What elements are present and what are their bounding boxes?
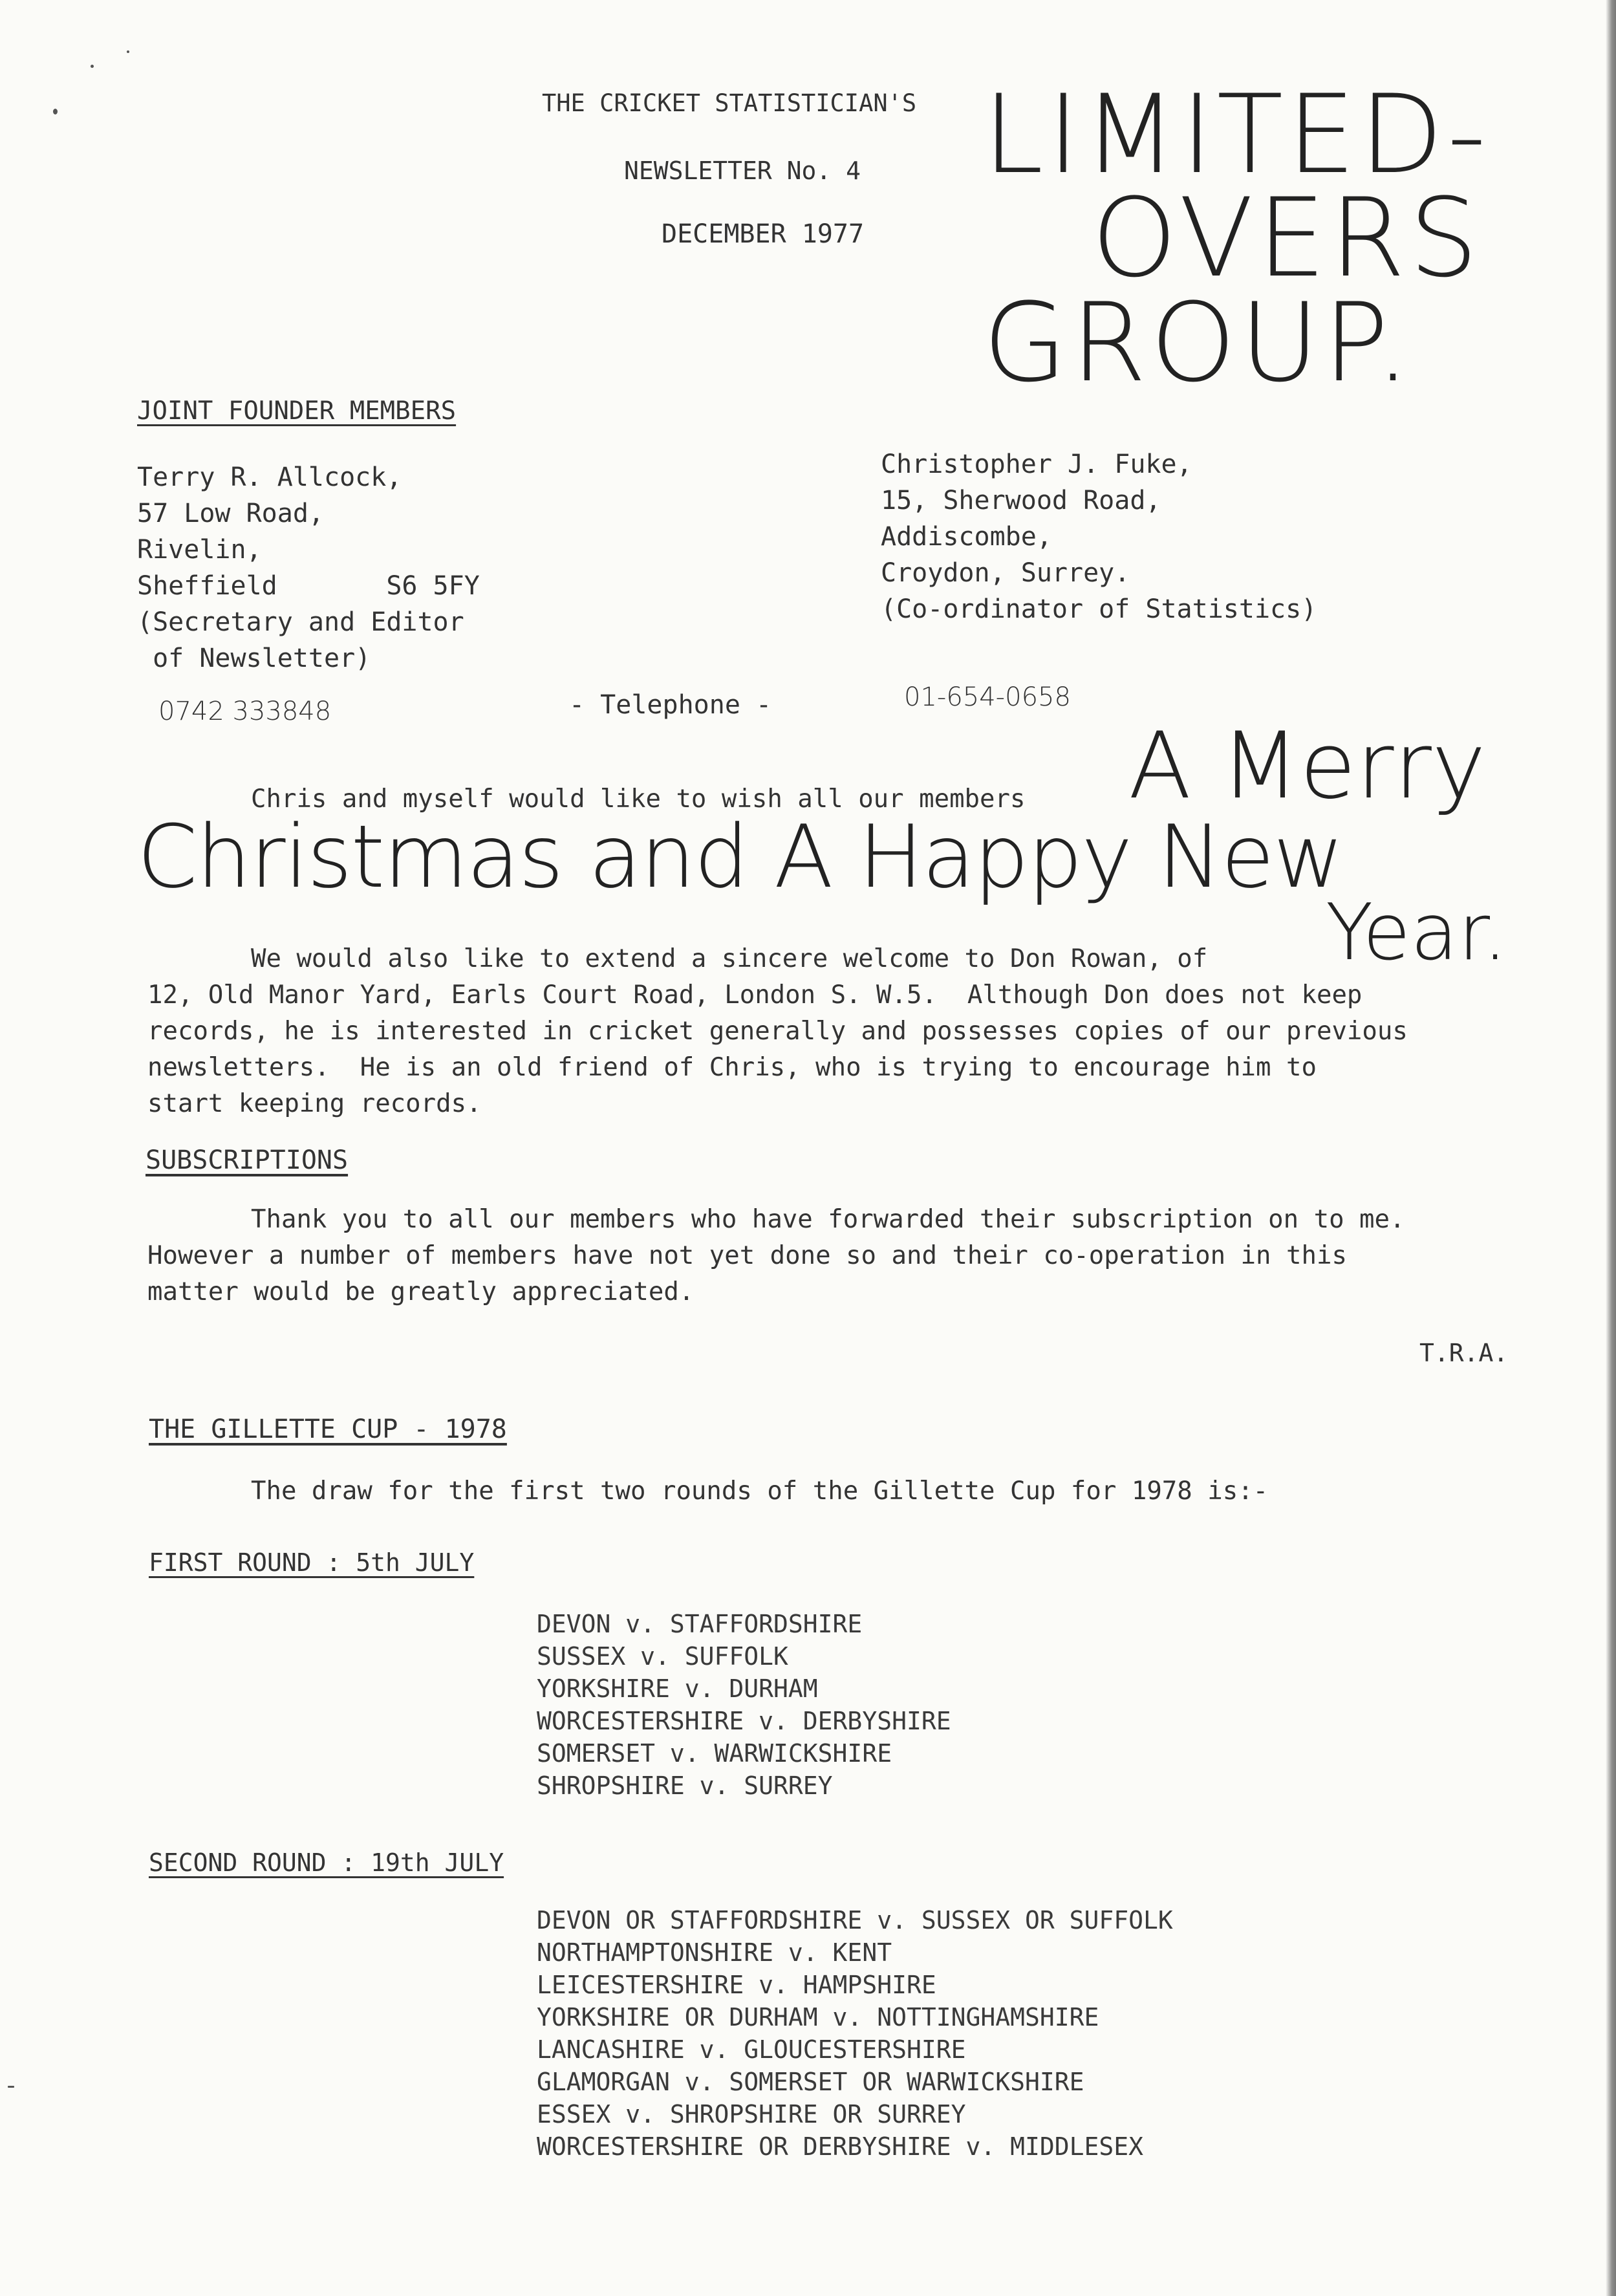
paragraph-line: newsletters. He is an old friend of Chris, who is trying to encourage him to: [147, 1053, 1317, 1082]
subscriptions-paragraph: [147, 1202, 1557, 1310]
fixture: WORCESTERSHIRE v. DERBYSHIRE: [537, 1707, 951, 1735]
fixture: YORKSHIRE v. DURHAM: [537, 1674, 818, 1703]
fixture: SUSSEX v. SUFFOLK: [537, 1642, 788, 1671]
gillette-heading: THE GILLETTE CUP - 1978: [149, 1414, 507, 1444]
signature-initials: T.R.A.: [1419, 1339, 1509, 1367]
address-line: Terry R. Allcock,: [137, 462, 402, 492]
address-line: Christopher J. Fuke,: [881, 449, 1192, 479]
logo-line-2: OVERS: [1092, 175, 1482, 301]
address-line: of Newsletter): [137, 644, 371, 673]
paragraph-line: We would also like to extend a sincere welcome to Don Rowan, of: [251, 944, 1208, 973]
first-round-heading: FIRST ROUND : 5th JULY: [149, 1548, 475, 1577]
fixture: ESSEX v. SHROPSHIRE OR SURREY: [537, 2100, 966, 2128]
fixture: DEVON v. STAFFORDSHIRE: [537, 1610, 863, 1638]
phone-left: 0742 333848: [158, 697, 332, 726]
fixture: LEICESTERSHIRE v. HAMPSHIRE: [537, 1971, 936, 1999]
founder-left-address: [137, 459, 480, 677]
address-line: 15, Sherwood Road,: [881, 486, 1161, 515]
phone-right: 01-654-0658: [904, 682, 1071, 712]
fixture: YORKSHIRE OR DURHAM v. NOTTINGHAMSHIRE: [537, 2003, 1099, 2031]
address-line: Sheffield S6 5FY: [137, 571, 480, 601]
header-line-2: NEWSLETTER No. 4: [624, 157, 861, 185]
greeting-lead: Chris and myself would like to wish all our members: [251, 785, 1026, 814]
founders-heading: JOINT FOUNDER MEMBERS: [137, 396, 457, 426]
paragraph-line: start keeping records.: [147, 1089, 482, 1118]
scan-speck: [8, 2086, 14, 2088]
header-line-1: THE CRICKET STATISTICIAN'S: [542, 89, 917, 117]
fixture: NORTHAMPTONSHIRE v. KENT: [537, 1938, 892, 1967]
paragraph-line: records, he is interested in cricket generally and possesses copies of our previous: [147, 1017, 1408, 1046]
address-line: Addiscombe,: [881, 522, 1052, 552]
logo-line-3: GROUP.: [983, 279, 1414, 406]
second-round-heading: SECOND ROUND : 19th JULY: [149, 1848, 504, 1877]
subscriptions-heading: SUBSCRIPTIONS: [145, 1145, 349, 1175]
logo-line-1: LIMITED-: [983, 71, 1491, 198]
phone-label: - Telephone -: [569, 690, 772, 720]
founder-right-address: [881, 446, 1317, 627]
paragraph-line: Thank you to all our members who have forwarded their subscription on to me.: [251, 1205, 1405, 1234]
greeting-christmas-line: Christmas and A Happy New: [137, 807, 1343, 907]
greeting-merry: A Merry: [1128, 713, 1486, 819]
fixture: WORCESTERSHIRE OR DERBYSHIRE v. MIDDLESEX: [537, 2132, 1143, 2161]
header-line-3: DECEMBER 1977: [662, 219, 865, 249]
fixture: SOMERSET v. WARWICKSHIRE: [537, 1739, 892, 1768]
fixture: GLAMORGAN v. SOMERSET OR WARWICKSHIRE: [537, 2068, 1084, 2096]
paragraph-line: However a number of members have not yet done so and their co-operation in this: [147, 1241, 1347, 1270]
scan-speck: [127, 50, 129, 53]
paragraph-line: matter would be greatly appreciated.: [147, 1277, 695, 1306]
address-line: (Co-ordinator of Statistics): [881, 594, 1317, 624]
address-line: 57 Low Road,: [137, 499, 324, 528]
scan-speck: [91, 65, 94, 68]
second-round-fixtures: [537, 1904, 1173, 2163]
greeting-year: Year.: [1326, 888, 1508, 978]
gillette-intro: The draw for the first two rounds of the Gillette Cup for 1978 is:-: [251, 1477, 1269, 1506]
paragraph-line: 12, Old Manor Yard, Earls Court Road, London S. W.5. Although Don does not keep: [147, 980, 1363, 1010]
scan-edge-shadow: [1606, 0, 1616, 2296]
address-line: (Secretary and Editor: [137, 607, 464, 637]
address-line: Rivelin,: [137, 535, 262, 565]
fixture: DEVON OR STAFFORDSHIRE v. SUSSEX OR SUFFOLK: [537, 1906, 1173, 1934]
welcome-paragraph: [147, 941, 1557, 1122]
address-line: Croydon, Surrey.: [881, 558, 1130, 588]
fixture: SHROPSHIRE v. SURREY: [537, 1771, 833, 1800]
scan-speck: [53, 109, 58, 114]
fixture: LANCASHIRE v. GLOUCESTERSHIRE: [537, 2035, 966, 2064]
first-round-fixtures: [537, 1608, 951, 1802]
